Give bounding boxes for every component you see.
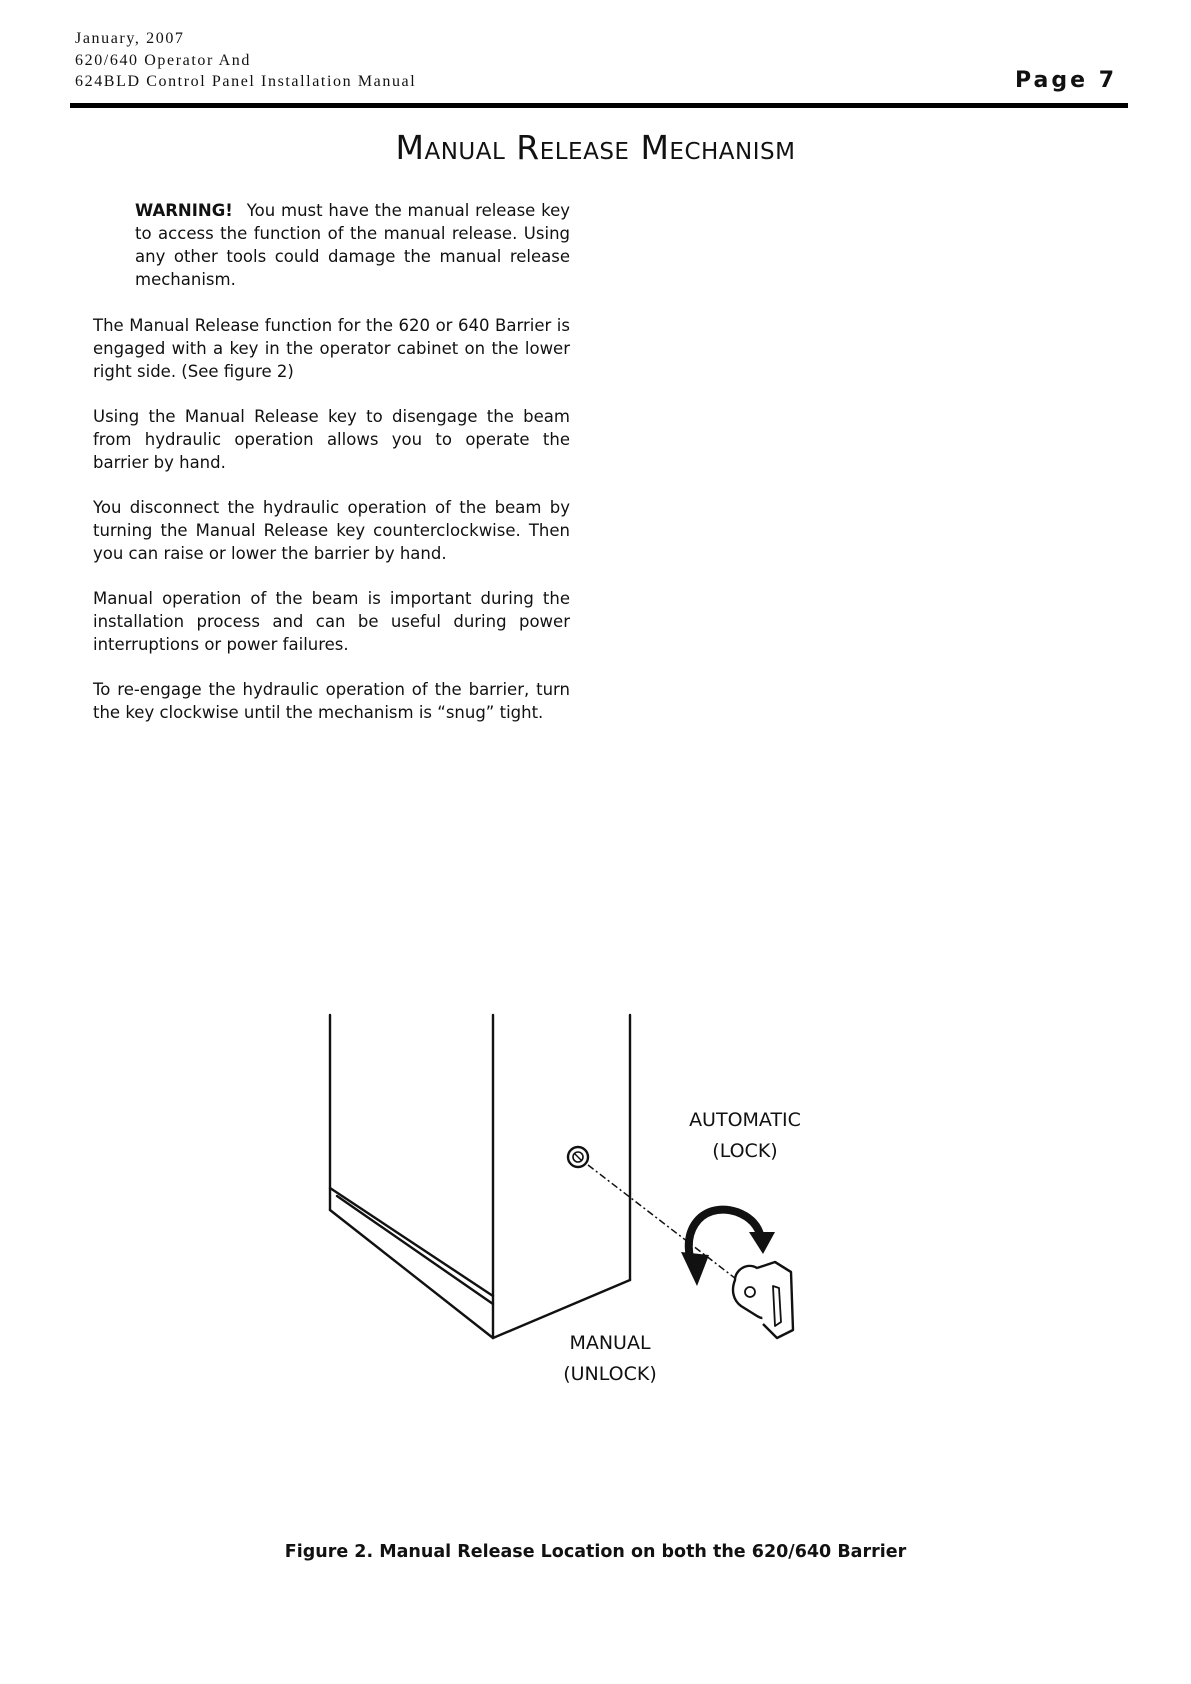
lock-label: (LOCK)	[712, 1140, 778, 1162]
header-info	[75, 28, 416, 93]
figure-caption: Figure 2. Manual Release Location on both the 620/640 Barrier	[284, 1542, 907, 1562]
header-product: 620/640 Operator And	[75, 51, 251, 69]
header-date: January, 2007	[75, 30, 185, 47]
paragraph: The Manual Release function for the 620 or 640 Barrier is engaged with a key in the operator cabinet on the lower right side. (See figure 2)	[93, 316, 570, 381]
paragraph: Using the Manual Release key to disengage the beam from hydraulic operation allows you to operate the barrier by hand.	[93, 407, 570, 472]
header-manual-title: 624BLD Control Panel Installation Manual	[75, 73, 417, 90]
automatic-label: AUTOMATIC	[689, 1109, 801, 1131]
page-title: Manual Release Mechanism	[395, 128, 796, 167]
unlock-label: (UNLOCK)	[563, 1363, 657, 1385]
paragraph: To re-engage the hydraulic operation of the barrier, turn the key clockwise until the mechanism is “snug” tight.	[93, 680, 570, 722]
warning-note	[135, 199, 570, 291]
header-rule	[70, 103, 1128, 108]
paragraph: Manual operation of the beam is important during the installation process and can be useful during power interruptions or power failures.	[93, 589, 570, 654]
warning-label: WARNING!	[135, 201, 233, 220]
body-text	[93, 314, 570, 746]
paragraph: You disconnect the hydraulic operation of the beam by turning the Manual Release key counterclockwise. Then you can raise or lower the barrier by hand.	[93, 498, 570, 563]
manual-label: MANUAL	[569, 1332, 651, 1354]
manual-unlock-label	[545, 1328, 675, 1390]
page-number: Page 7	[1014, 68, 1117, 93]
manual-release-figure	[305, 1000, 865, 1385]
cabinet-illustration	[305, 1000, 865, 1370]
automatic-lock-label	[675, 1105, 815, 1167]
page-header	[75, 28, 1127, 106]
warning-text: You must have the manual release key to access the function of the manual release. Using any other tools could damage the manual release mechanism.	[135, 201, 570, 289]
